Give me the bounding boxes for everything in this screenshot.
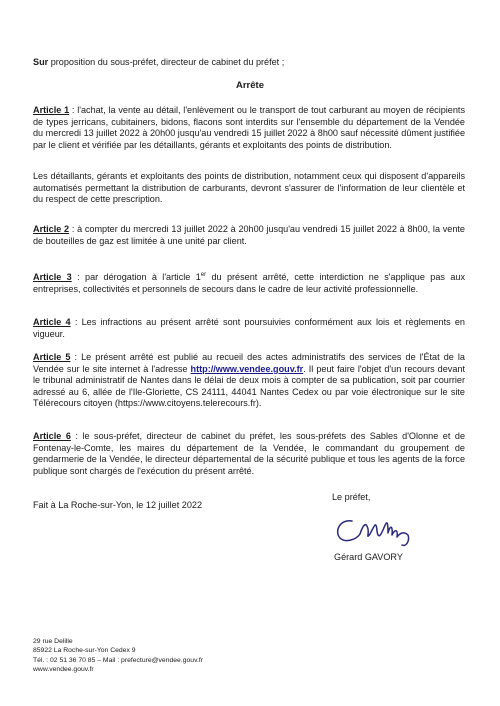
article-3-label: Article 3: [33, 272, 72, 283]
article-2: [33, 224, 465, 247]
footer-street: 29 rue Delille: [33, 638, 73, 645]
article-5: [33, 352, 465, 410]
article-1: [33, 105, 465, 151]
article-3-text-a: : par dérogation à l'article 1: [71, 272, 201, 283]
signatory-name: Gérard GAVORY: [334, 552, 403, 562]
article-6-label: Article 6: [33, 431, 71, 441]
place-and-date: Fait à La Roche-sur-Yon, le 12 juillet 2022: [33, 500, 203, 510]
decree-title: Arrête: [236, 80, 264, 91]
article-4-label: Article 4: [33, 317, 71, 327]
footer-contact: Tél. : 02 51 36 70 85 – Mail : prefecture@vendee.gouv.fr: [33, 656, 203, 664]
handwritten-signature: [330, 507, 420, 549]
intro-text: proposition du sous-préfet, directeur de cabinet du préfet ;: [48, 57, 285, 67]
article-6: [33, 431, 465, 477]
article-1-text: : l'achat, la vente au détail, l'enlèvement ou le transport de tout carburant au moyen de récipients de types jerricans, cubitainers, bidons, flacons sont interdits sur l'ensemble du département de la Vendée du mercredi 13 juillet 2022 à 20h00 jusqu'au vendredi 15 juillet 2022 à 8h00 sauf nécessité dûment justifiée par le client et vérifiée par les détaillants, gérants et exploitants des points de distribution.: [33, 105, 465, 150]
article-3: [33, 270, 465, 295]
article-5-text-b: . Il peut faire l'objet d'un recours devant le tribunal administratif de Nantes dans le délai de deux mois à compter de sa publication, soit par courrier adressé au 6, allée de l'Ile-Gloriette, CS 24111, 44041 Nantes Cedex ou par voie électronique sur le site Télérecours citoyen (https://www.citoyens.telerecours.fr).: [33, 363, 465, 409]
article-5-label: Article 5: [33, 352, 71, 362]
article-3-sup: er: [200, 272, 207, 278]
article-1-label: Article 1: [33, 105, 70, 115]
intro-paragraph: [33, 57, 465, 69]
article-5-text-a: : Le présent arrêté est publié au recueil des actes administratifs des services de l'État de la Vendée sur le site internet à l'adresse: [33, 352, 465, 374]
footer-website: www.vendee.gouv.fr: [33, 666, 94, 674]
intro-bold: Sur: [33, 57, 49, 67]
article-4-text: : Les infractions au présent arrêté sont poursuivies conformément aux lois et règlements en vigueur.: [33, 317, 465, 339]
footer-address: [33, 637, 203, 675]
article-1-paragraph-2: Les détaillants, gérants et exploitants des points de distribution, notamment ceux qui disposent d'appareils automatisés permettant la distribution de carburants, devront s'assurer de l'information de leur clientèle et du respect de cette prescription.: [33, 171, 465, 205]
signature-role: Le préfet,: [332, 492, 371, 502]
article-4: [33, 317, 465, 340]
article-2-label: Article 2: [33, 224, 70, 234]
footer-city: 85922 La Roche-sur-Yon Cedex 9: [33, 647, 136, 655]
article-6-text: : le sous-préfet, directeur de cabinet du préfet, les sous-préfets des Sables d'Olonne et de Fontenay-le-Comte, les maires du département de la Vendée, le commandant du groupement de gendarmerie de la Vendée, le directeur départemental de la sécurité publique et tous les agents de la force publique sont chargés de l'exécution du présent arrêté.: [33, 431, 465, 476]
article-2-text: : à compter du mercredi 13 juillet 2022 à 20h00 jusqu'au vendredi 15 juillet 2022 à 8h00, la vente de bouteilles de gaz est limitée à une unité par client.: [33, 224, 465, 246]
article-3-text-b: du présent arrêté, cette interdiction ne s'applique pas aux entreprises, collectivités et personnels de secours dans le cadre de leur activité professionnelle.: [33, 272, 465, 294]
vendee-website-link[interactable]: http://www.vendee.gouv.fr: [190, 363, 304, 374]
